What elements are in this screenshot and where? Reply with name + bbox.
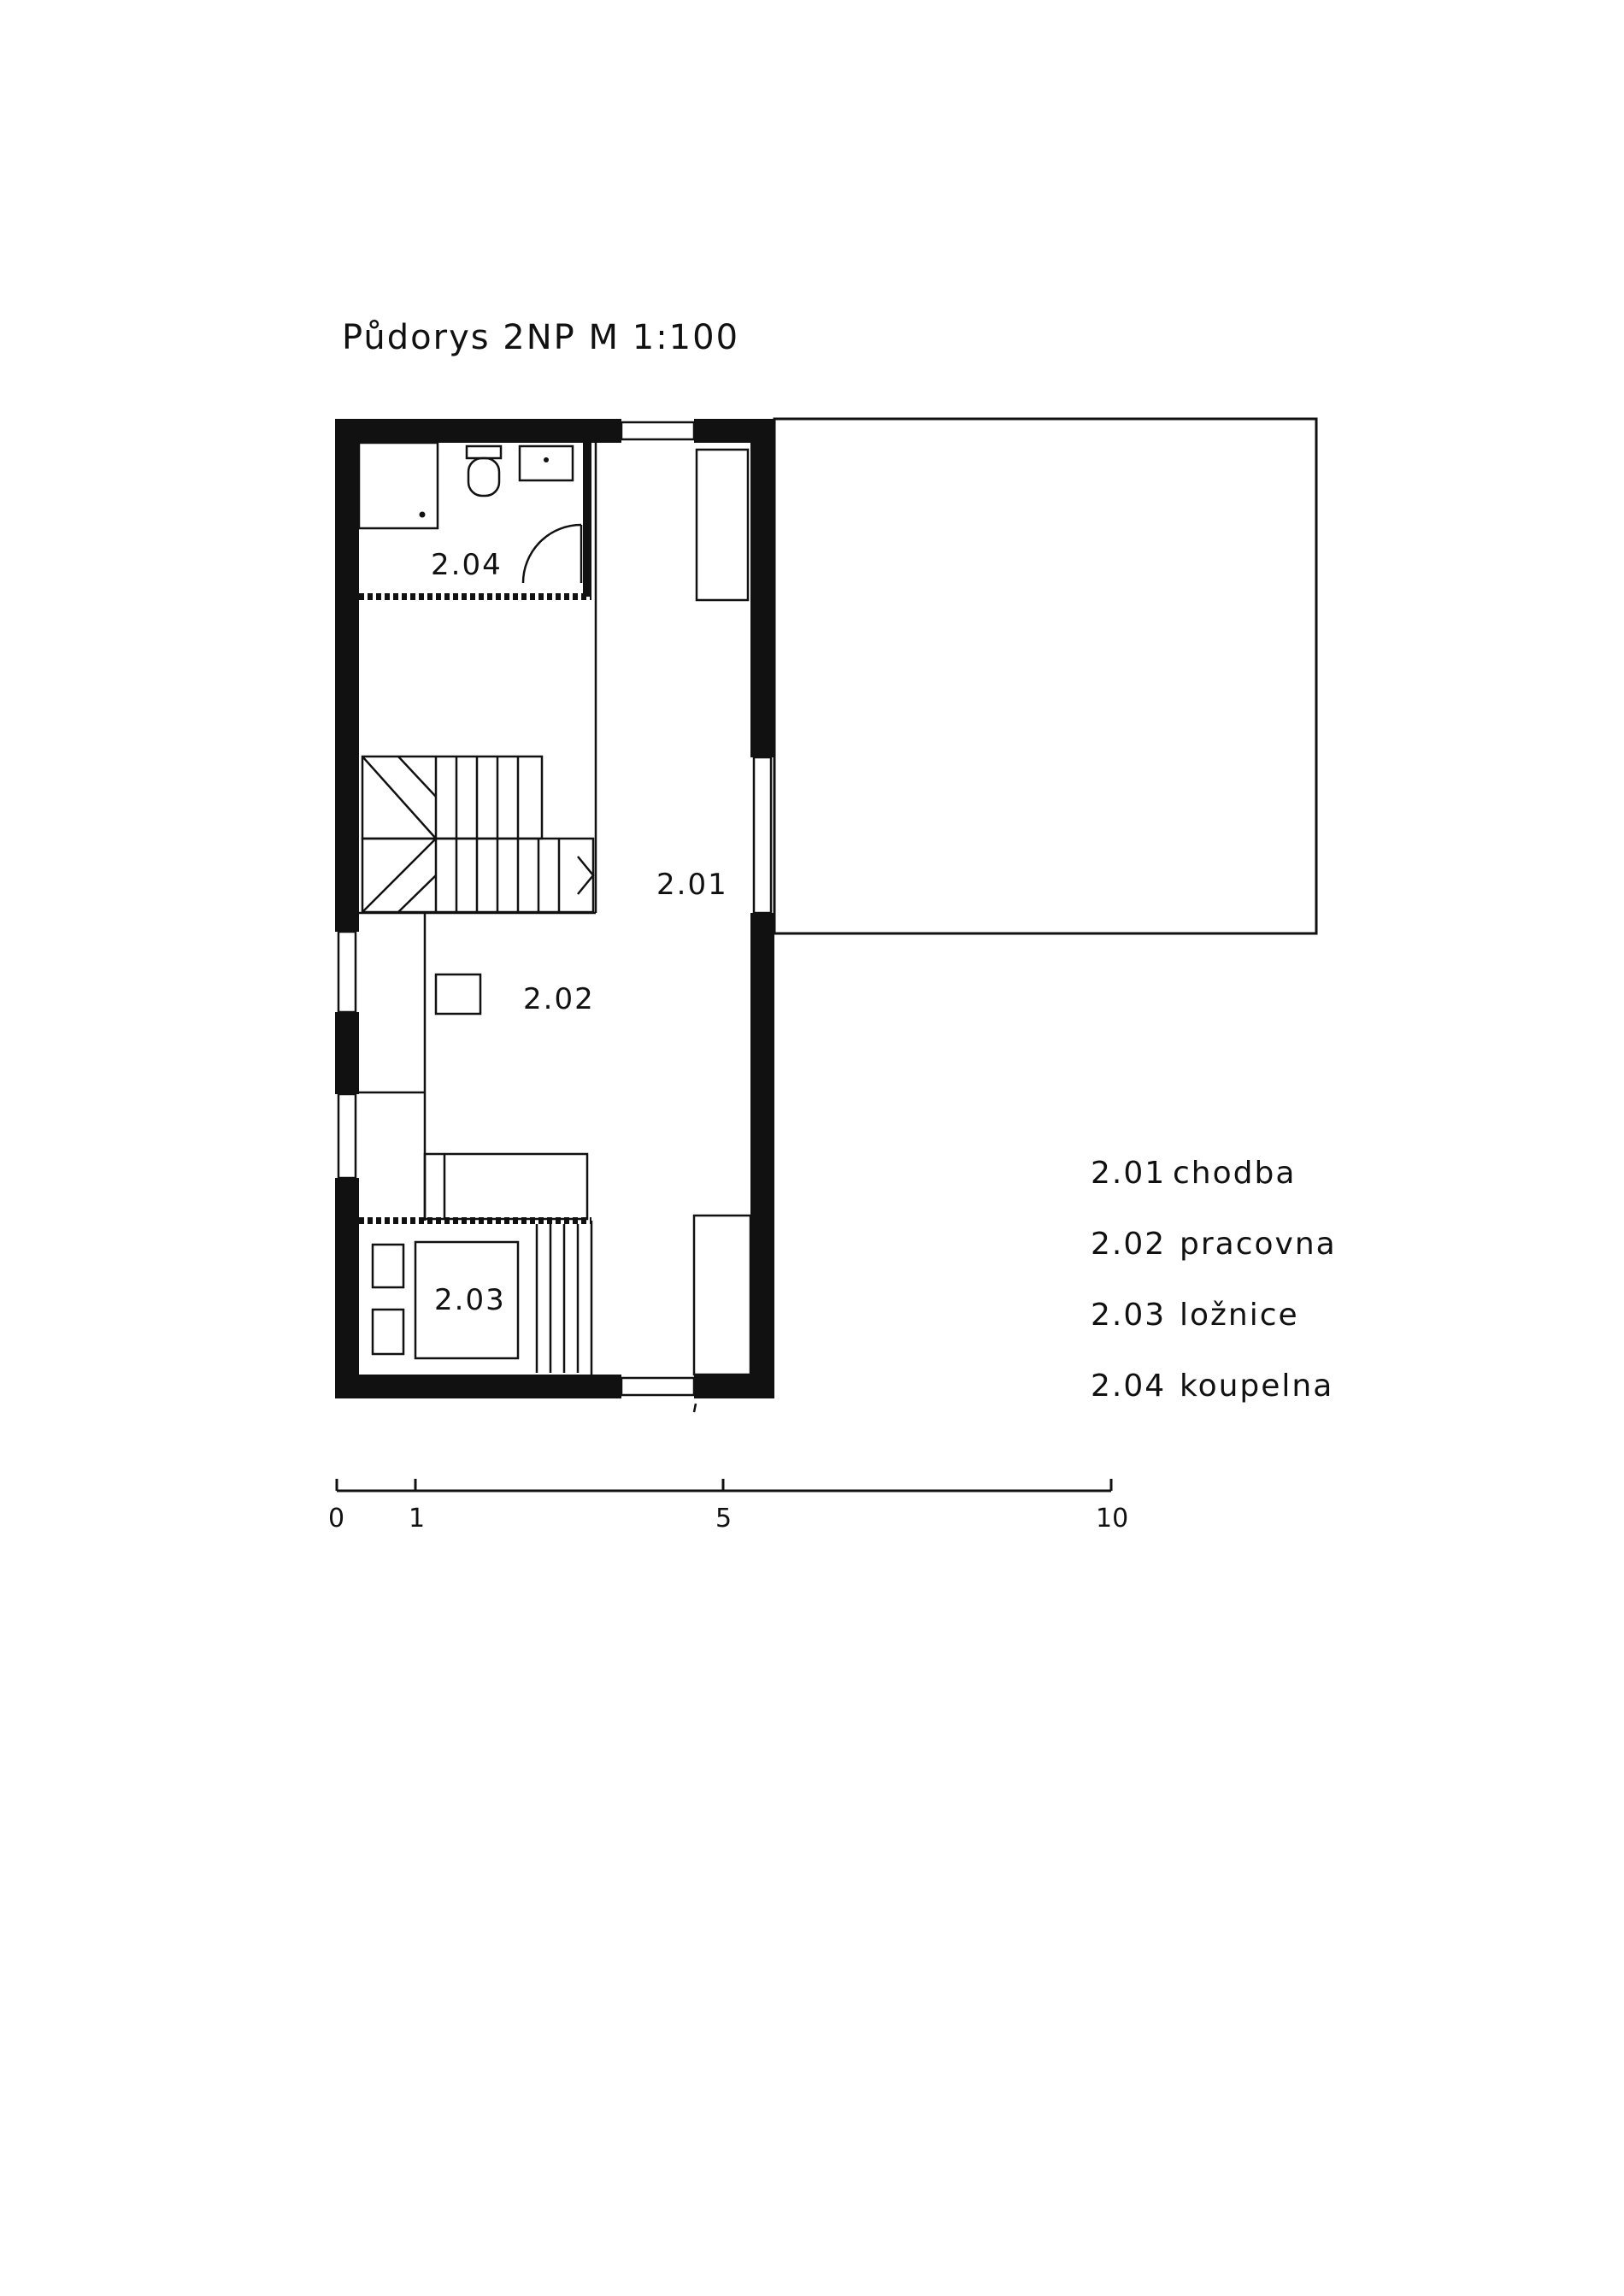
legend-name: ložnice <box>1180 1298 1299 1333</box>
stair-arrow <box>578 857 593 894</box>
scale-tick-label: 1 <box>409 1504 426 1534</box>
scale-tick-label: 5 <box>715 1504 733 1534</box>
nightstand-lower <box>373 1310 403 1354</box>
legend-number: 2.01 <box>1091 1156 1167 1191</box>
legend-name: pracovna <box>1180 1227 1337 1262</box>
window-top <box>621 422 694 439</box>
room-label-2-03: 2.03 <box>434 1283 506 1317</box>
washbasin <box>520 446 573 480</box>
cabinet-top <box>697 450 748 600</box>
shower-drain <box>420 512 426 518</box>
legend-number: 2.02 <box>1091 1227 1167 1262</box>
scale-bar <box>328 1479 1128 1534</box>
corridor-cabinets <box>694 450 750 1375</box>
section-tick <box>694 1404 696 1412</box>
nightstand-upper <box>373 1245 403 1287</box>
toilet-bowl <box>468 458 499 496</box>
room-legend <box>1091 1156 1337 1404</box>
plan-title: Půdorys 2NP M 1:100 <box>342 318 740 357</box>
cabinet-bottom <box>694 1216 750 1375</box>
bathroom-door-swing <box>523 525 581 583</box>
window-right <box>754 757 771 913</box>
window-bottom <box>621 1378 694 1395</box>
staircase <box>362 757 593 912</box>
scale-tick-label: 10 <box>1096 1504 1129 1534</box>
legend-name: chodba <box>1173 1156 1297 1191</box>
washbasin-drain <box>544 457 549 462</box>
legend-name: koupelna <box>1180 1369 1334 1404</box>
shower-tray <box>359 443 438 528</box>
scale-tick-label: 0 <box>328 1504 345 1534</box>
window-left-lower <box>338 1094 356 1178</box>
room-label-2-04: 2.04 <box>431 548 503 582</box>
room-label-2-02: 2.02 <box>523 982 595 1016</box>
room-label-2-01: 2.01 <box>656 868 728 902</box>
window-left-upper <box>338 932 356 1012</box>
legend-number: 2.04 <box>1091 1369 1167 1404</box>
study-chair <box>436 974 480 1014</box>
toilet-tank <box>467 446 501 458</box>
legend-number: 2.03 <box>1091 1298 1167 1333</box>
study-desk <box>425 1154 587 1219</box>
adjacent-structure-outline <box>774 419 1316 933</box>
